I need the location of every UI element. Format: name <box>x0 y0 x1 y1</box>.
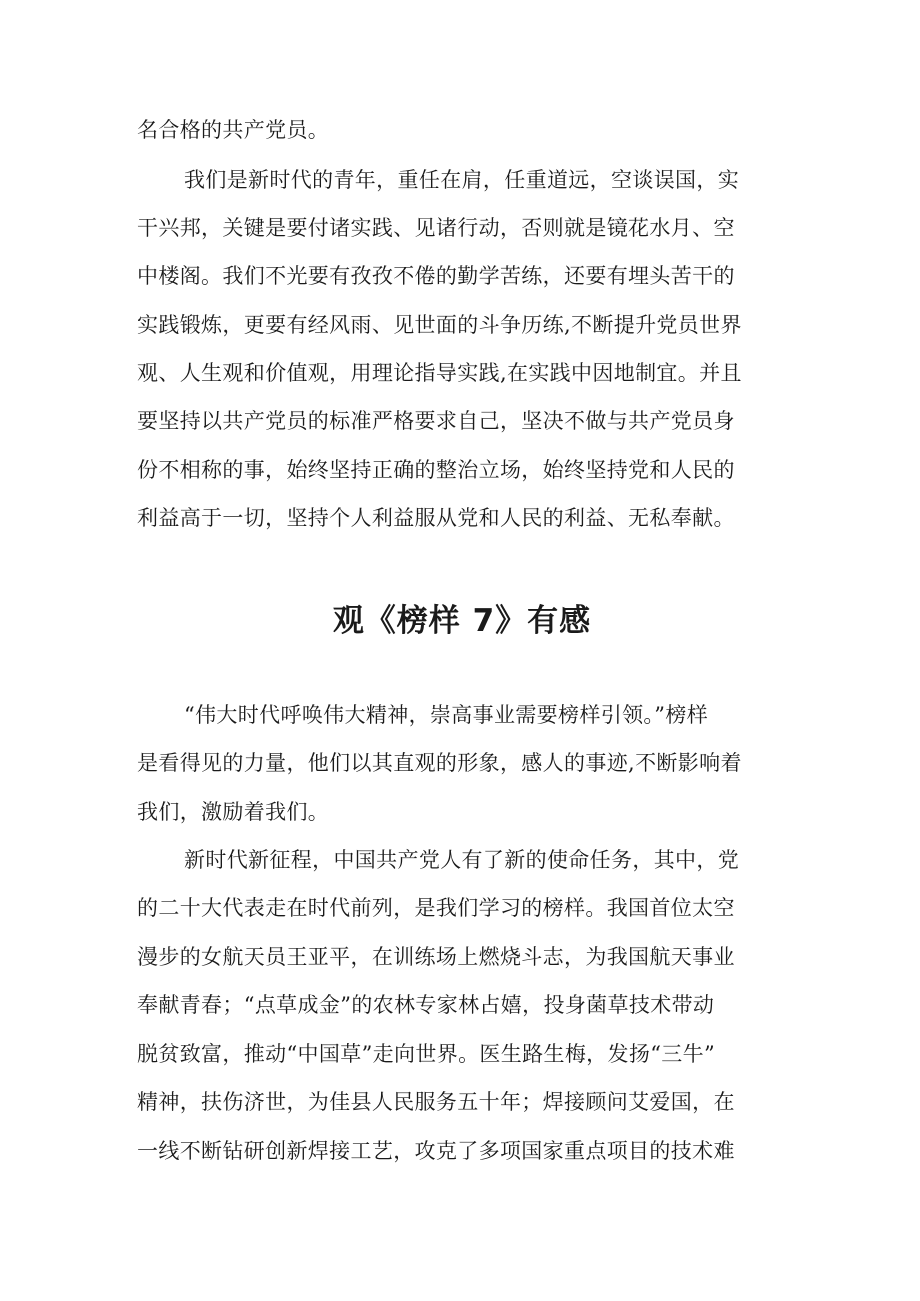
paragraph-line: 份不相称的事，始终坚持正确的整治立场，始终坚持党和人民的 <box>137 458 735 482</box>
paragraph-line: 是看得见的力量，他们以其直观的形象，感人的事迹,不断影响着 <box>137 751 742 775</box>
paragraph-line: 干兴邦，关键是要付诸实践、见诸行动，否则就是镜花水月、空 <box>137 216 735 240</box>
paragraph-line: 的二十大代表走在时代前列，是我们学习的榜样。我国首位太空 <box>137 896 735 920</box>
paragraph-line: 中楼阁。我们不光要有孜孜不倦的勤学苦练，还要有埋头苦干的 <box>137 264 735 288</box>
paragraph-line: 一线不断钻研创新焊接工艺，攻克了多项国家重点项目的技术难 <box>137 1139 735 1163</box>
paragraph-line: 奉献青春；“点草成金”的农林专家林占嬉，投身菌草技术带动 <box>137 993 715 1017</box>
paragraph-line: 新时代新征程，中国共产党人有了新的使命任务，其中，党 <box>184 848 740 872</box>
paragraph-line: 精神，扶伤济世，为佳县人民服务五十年；焊接顾问艾爱国，在 <box>137 1090 735 1114</box>
paragraph-line: “伟大时代呼唤伟大精神，崇高事业需要榜样引领。”榜样 <box>184 703 709 727</box>
paragraph-line: 我们，激励着我们。 <box>137 800 330 824</box>
paragraph-line: 我们是新时代的青年，重任在肩，任重道远，空谈误国，实 <box>184 168 740 192</box>
paragraph-line: 利益高于一切，坚持个人利益服从党和人民的利益、无私奉献。 <box>137 506 735 530</box>
paragraph-line: 要坚持以共产党员的标准严格要求自己，坚决不做与共产党员身 <box>137 409 735 433</box>
paragraph-line: 漫步的女航天员王亚平，在训练场上燃烧斗志，为我国航天事业 <box>137 945 735 969</box>
article-title: 观《榜样 7》有感 <box>332 603 592 639</box>
paragraph-line: 名合格的共产党员。 <box>137 118 330 142</box>
paragraph-line: 脱贫致富，推动“中国草”走向世界。医生路生梅，发扬“三牛” <box>137 1042 716 1066</box>
paragraph-line: 观、人生观和价值观，用理论指导实践,在实践中因地制宜。并且 <box>137 361 742 385</box>
paragraph-line: 实践锻炼，更要有经风雨、见世面的斗争历练,不断提升党员世界 <box>137 313 742 337</box>
